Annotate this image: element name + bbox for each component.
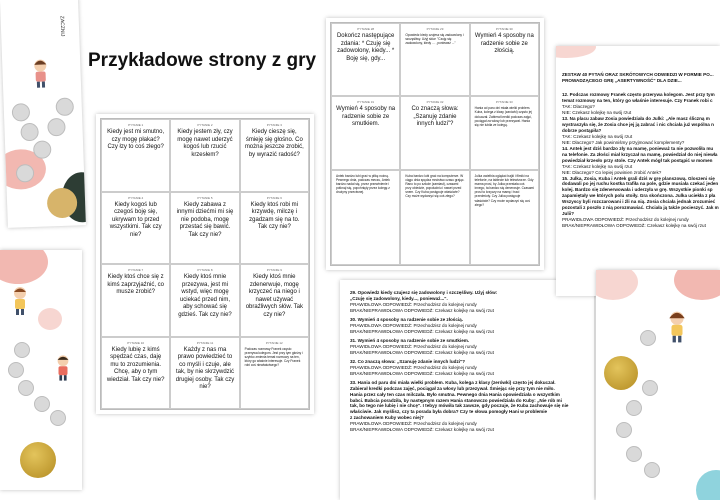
document-line: Julii?	[562, 211, 574, 217]
question-text: Kiedy ktoś mnie przezywa, jest mi wstyd, więc mogę uciekać przed nim, aby schować się gdzieś. Tak czy nie?	[178, 274, 232, 318]
question-number: PYTANIE 8	[197, 268, 213, 272]
answers-document-page-right	[556, 46, 720, 296]
document-line: BRAK/NIEPRAWIDŁOWA ODPOWIEDŹ: Czekasz kolejkę na swój rzut	[350, 349, 494, 355]
board-space	[18, 380, 34, 396]
board-space	[640, 330, 656, 346]
document-line: BRAK/NIEPRAWIDŁOWA ODPOWIEDŹ: Czekasz kolejkę na swój rzut	[350, 328, 494, 334]
document-line: TAK: Dlaczego?	[562, 103, 595, 109]
board-space	[626, 400, 642, 416]
board-space	[12, 103, 31, 122]
question-text: Kiedy cieszę się, śmieję się głośno. Co można jeszcze zrobić, by wyrazić radość?	[244, 129, 304, 158]
question-card	[400, 23, 469, 96]
board-space	[33, 140, 52, 159]
document-line: TAK: Czekasz kolejkę na swój rzut	[562, 133, 633, 139]
question-number: PYTANIE 7	[128, 268, 144, 272]
document-line: TAK: Czekasz kolejkę na swój rzut	[562, 163, 633, 169]
question-card	[170, 264, 239, 337]
document-line: 12. Podczas rozmowy Franek często przerywa kolegom. Jest przy tym	[562, 91, 715, 97]
document-line: 15. Julka, Zosia, Kuba i Antek grali dziś w grę planszową. Gloszeni się	[562, 175, 715, 181]
document-line: BRAK/NIEPRAWIDŁOWA ODPOWIEDŹ: Czekasz kolejkę na swój rzut	[350, 427, 494, 433]
document-heading: ZESTAW 40 PYTAŃ ORAZ SKRÓTOWYCH ODWIEDZI W FORMIE PO... PROWADZĄCEGO GRĘ „ASERTYWNOŚĆ" DLA DZIE...	[562, 72, 714, 83]
question-number: PYTANIE 10	[127, 340, 145, 345]
document-line: właściwie. Jak myślisz, czy ta porada była dobra? Czy te słowa pomogły Hani w problemie	[350, 409, 548, 415]
board-space	[642, 380, 658, 396]
question-text: Opowiedz kiedy czujesz się zadowolony i szczęśliwy. Użyj słów: "Czuję się zadowolony, kiedy ... , ponieważ ..."	[405, 33, 464, 46]
question-text: Wymień 4 sposoby na radzenie sobie ze smutkiem.	[336, 106, 396, 128]
document-line: zapamiętały we których polu stoiły. Gra skończona. Julka uciekła z pła	[562, 193, 716, 199]
question-number: PYTANIE 29	[426, 27, 444, 31]
question-card	[331, 96, 400, 169]
document-line: PRAWIDŁOWA ODPOWIEDŹ: Przechodzisz do kolejnej rundy	[350, 364, 477, 370]
child-illustration	[30, 58, 51, 89]
document-line: Zabierał kredki podczas zajęć, pociągał za włosy lub przezywał. Śmiejąc się przy tym nie miło.	[350, 385, 555, 391]
board-page-right-bottom	[596, 270, 720, 500]
document-line: pozostali z poszło z nią porozmawiać. Chciała ją także pocieszyć. Jak m	[562, 205, 719, 211]
child-illustration	[666, 310, 688, 344]
document-line: dobrze postąpiła?	[562, 127, 602, 133]
document-line: Wszyscy byli rozczarowani i źli na nią. Zosia chciała jednak zrozumieć	[562, 199, 716, 205]
document-line: tak, bo tego nie lubię i nie chcę". I tebyy mówiła tak zawsze, gdy poczuje, że Kuba zachowuje się nie	[350, 403, 569, 409]
board-space	[20, 123, 39, 142]
question-number: PYTANIE 28	[357, 27, 375, 31]
board-page-left-bottom	[0, 250, 82, 490]
question-card	[101, 337, 170, 410]
question-text: Hania od paru dni miała wielki problem. Kuba, kolega z klasy (zarówki) często jej dokuczał. Zabierał kredki podczas zajęć, pociągał za włosy lub przezywał. Hania się nie lubiła ze kolegą.	[474, 106, 532, 127]
board-space	[616, 422, 632, 438]
question-text: Kiedy zabawa z innymi dziećmi mi się nie podoba, mogę przestać się bawić. Tak czy nie?	[176, 201, 234, 238]
question-card	[331, 170, 400, 265]
document-line: Hania przez cały ten czas milczała. Było smutna. Pewnego dnia Hania opowiedziała o wszystkim	[350, 391, 560, 397]
board-page-left-top	[0, 0, 86, 228]
question-text: Kiedy ktoś robi mi krzywdę, milczę i zgadzam się na to. Tak czy nie?	[249, 201, 300, 230]
question-number: PYTANIE 33	[495, 100, 513, 105]
pink-blob	[38, 308, 62, 330]
question-card	[240, 337, 309, 410]
document-line: temat rozmowy na ten, który go właśnie interesuje. Czy Franek robi c	[562, 97, 713, 103]
question-number: PYTANIE 3	[266, 123, 282, 127]
question-text: Dokończ następujące zdania: * Czuję się zadowolony, kiedy... * Boję się, gdy...	[336, 33, 395, 62]
document-line: BRAK/NIEPRAWIDŁOWA ODPOWIEDŹ: Czekasz kolejkę na swój rzut	[562, 223, 706, 229]
answers-text	[562, 91, 719, 229]
document-line: z zachowaniem Kuby wobec niej?	[350, 415, 424, 421]
question-text: Kuba bardzo lubi grać na komputerze. W ciągu dnia spędza mnóstwo czasu grając. Rano to po szkole (zamiast), czasami przy obiedzie, popołudniu i nawet przed snem. Czy Kuba postępuje właściwie? Czy może wydarzyć się coś złego?	[405, 173, 465, 199]
document-line: PRAWIDŁOWA ODPOWIEDŹ: Przechodzisz do kolejnej rundy	[350, 343, 477, 349]
question-cards-page	[96, 114, 314, 414]
board-space	[626, 446, 642, 462]
document-line: NIE: Dlaczego? Co lepiej powinien zrobić Antek?	[562, 169, 662, 175]
question-card	[470, 96, 539, 169]
gold-coin	[20, 442, 56, 478]
question-cards-page-2	[326, 18, 544, 270]
question-card	[170, 337, 239, 410]
question-card	[170, 192, 239, 265]
question-text: Kiedy jest mi smutno, czy mogę płakać? Czy łzy to coś złego?	[107, 129, 165, 150]
question-card	[101, 192, 170, 265]
board-space	[47, 118, 66, 137]
question-text: Kiedy kogoś lub czegoś boję się, ukrywam to przed wszystkimi. Tak czy nie?	[109, 201, 162, 238]
question-number: PYTANIE 4	[128, 195, 144, 200]
document-line: NIE: Czekasz kolejkę na swój rzut	[562, 109, 632, 115]
document-line: BRAK/NIEPRAWIDŁOWA ODPOWIEDŹ: Czekasz kolejkę na swój rzut	[350, 307, 494, 313]
question-grid	[100, 118, 310, 410]
board-space	[50, 410, 66, 426]
document-line: kolej. Bardzo się zdenerwowała i uderzyła w grę. Wszystkie pionki sp	[562, 187, 713, 193]
question-text: Kiedy ktoś mnie zdenerwuje, mogę krzyczeć na niego i nawet używać obraźliwych słów. Tak czy nie?	[245, 274, 303, 318]
question-number: PYTANIE 12	[265, 340, 283, 345]
document-line: PRAWIDŁOWA ODPOWIEDŹ: Przechodzisz do kolejnej rundy	[350, 322, 477, 328]
question-card	[240, 192, 309, 265]
document-line: powiedział krzesło przy stole. Czy Antek mógł tak postąpić w momen	[562, 157, 713, 163]
board-space	[34, 396, 50, 412]
child-illustration	[10, 286, 30, 316]
question-grid	[330, 22, 540, 266]
document-line: dodawali po jej ruchu kostka trafiła na pole, gdzie musiała czekać jeden	[562, 181, 719, 187]
question-card	[331, 23, 400, 96]
question-text: Kiedy ktoś chce się z kimś zaprzyjaźnić, co musze zrobić?	[107, 274, 164, 295]
page-title: Przykładowe strony z gry	[88, 50, 317, 71]
document-line: 13. Na placu zabaw Zosia powiedziała do Julki: „Ale masz śliczną m	[562, 115, 710, 121]
question-card	[400, 170, 469, 265]
document-line: 32. Co znaczą słowa: „Szanuję zdanie innych ludzi"?	[350, 358, 466, 364]
board-space	[14, 342, 30, 358]
question-card	[470, 170, 539, 265]
question-text: Kiedy jestem zły, czy mogę nawet uderzyć kogoś lub rzucić krzesłem?	[177, 129, 233, 158]
document-line: na telefonie. Za złości miał krzyczał na mamę, powiedział do niej niewła	[562, 151, 718, 157]
question-number: PYTANIE 32	[426, 100, 444, 105]
document-line: 29. Opowiedz kiedy czujesz się zadowolony i szczęśliwy. Użyj słów:	[350, 290, 498, 295]
question-number: PYTANIE 6	[266, 195, 282, 200]
cyan-blob	[696, 470, 720, 500]
board-space	[8, 362, 24, 378]
document-line: „Czuję się zadowolony, kiedy..., ponieważ...".	[350, 295, 448, 301]
pink-blob	[556, 46, 596, 58]
document-line: 14. Antek jest dziś bardzo zły na mamę, ponieważ ta nie pozwoliła mu	[562, 145, 714, 151]
answers-text	[350, 290, 584, 433]
question-text: Wymień 4 sposoby na radzenie sobie ze złością.	[474, 33, 534, 54]
question-card	[101, 119, 170, 192]
document-line: babci. Babcia poradziła, by następnym razem Hania stanowczo powiedziała do Kuby: „Nie rób mi	[350, 397, 562, 403]
document-line: PRAWIDŁOWA ODPOWIEDŹ: Przechodzisz do kolejnej rundy	[562, 217, 689, 223]
document-line: PRAWIDŁOWA ODPOWIEDŹ: Przechodzisz do kolejnej rundy	[350, 301, 477, 307]
question-number: PYTANIE 5	[197, 195, 213, 200]
pink-blob	[674, 270, 720, 300]
question-text: Co znaczą słowa: „Szanuję zdanie innych ludzi"?	[411, 106, 459, 128]
pink-blob	[596, 270, 638, 300]
question-number: PYTANIE 2	[197, 123, 213, 127]
question-card	[470, 23, 539, 96]
question-text: Julka uwielbia oglądać bajki i filmiki na telefonie, na tablecie lub telewizorze. Gdy mama prosi, by Julka przestała coś innego, ta bardzo się denerwuje. Czasami prosi to krzyczy na mamę i traci przedmioty. Czy Julka postępuje właściwie? Czy może wydarzyć się coś złego?	[474, 173, 535, 207]
question-card	[170, 119, 239, 192]
side-label: ZACZNIJ	[58, 15, 66, 37]
question-number: PYTANIE 9	[266, 268, 282, 272]
document-line: 33. Hania od paru dni miała wielki problem. Kuba, kolega z klasy (zerówki) często jej dokuczał.	[350, 379, 556, 385]
document-line: PRAWIDŁOWA ODPOWIEDŹ: Przechodzisz do kolejnej rundy	[350, 421, 477, 427]
child-illustration	[54, 354, 72, 382]
question-number: PYTANIE 31	[357, 100, 375, 105]
document-line: wystraszyła się, że Zosia chce jej ją zabrać i nic chciała już wspólna n	[562, 121, 714, 127]
question-text: Każdy z nas ma prawo powiedzieć to co myśli i czuje, ale tak, by nie skrzywdzić drugiej osoby. Tak czy nie?	[175, 346, 235, 390]
document-line: BRAK/NIEPRAWIDŁOWA ODPOWIEDŹ: Czekasz kolejkę na swój rzut	[350, 370, 494, 376]
pink-blob	[0, 250, 48, 284]
document-line: 31. Wymień 4 sposoby na radzenie sobie ze smutkiem.	[350, 337, 470, 343]
question-number: PYTANIE 11	[196, 340, 214, 345]
document-line: 30. Wymień 4 sposoby na radzenie sobie ze złością.	[350, 316, 464, 322]
gold-coin	[604, 356, 638, 390]
question-number: PYTANIE 30	[495, 27, 513, 31]
question-text: Podczas rozmowy Franek często przerywa kolegom. Jest przy tym głośny i szybko zmienia temat rozmowy na ten, który go właśnie interesuje. Czy Franek robi coś niewłaściwego?	[244, 346, 303, 368]
question-card	[240, 119, 309, 192]
question-card	[400, 96, 469, 169]
board-space	[55, 97, 74, 116]
question-text: Kiedy lubię z kimś spędzać czas, daję mu to zrozumienia. Chcę, aby o tym wiedział. Tak czy nie?	[106, 346, 165, 383]
question-card	[101, 264, 170, 337]
document-line: NIE: Dlaczego? Jak powinniśmy przyjmować komplementy?	[562, 139, 685, 145]
question-text: Antek bardzo lubi grać w piłkę nożną. Pewnego dnia, podczas meczu, Antek bardzo nadal się, przez przewinienie i potknął się, popchnięty przez kolegę z drużyny przeciwnej.	[336, 173, 390, 195]
board-space	[644, 462, 660, 478]
question-card	[240, 264, 309, 337]
question-number: PYTANIE 1	[128, 123, 144, 127]
answers-document-page	[340, 280, 594, 500]
